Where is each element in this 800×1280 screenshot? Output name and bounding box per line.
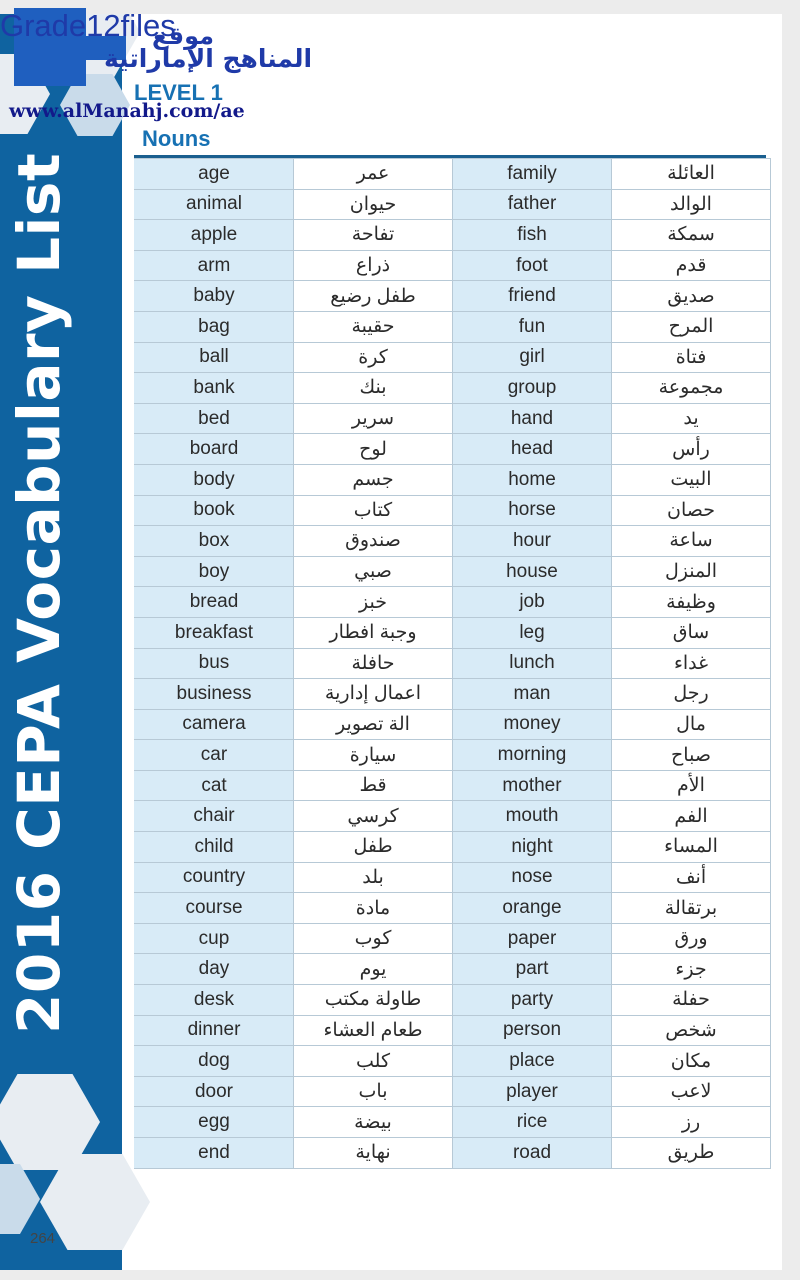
arabic-translation: جسم: [294, 464, 453, 495]
english-word: board: [135, 434, 294, 465]
english-word: money: [453, 709, 612, 740]
arabic-translation: حافلة: [294, 648, 453, 679]
english-word: orange: [453, 893, 612, 924]
table-row: [135, 832, 771, 863]
english-word: nose: [453, 862, 612, 893]
table-row: [135, 1076, 771, 1107]
arabic-translation: صديق: [612, 281, 771, 312]
arabic-translation: ذراع: [294, 250, 453, 281]
arabic-translation: صندوق: [294, 526, 453, 557]
english-word: home: [453, 464, 612, 495]
arabic-translation: ساق: [612, 617, 771, 648]
english-word: house: [453, 556, 612, 587]
arabic-translation: حيوان: [294, 189, 453, 220]
english-word: friend: [453, 281, 612, 312]
arabic-translation: يوم: [294, 954, 453, 985]
arabic-translation: المساء: [612, 832, 771, 863]
arabic-translation: العائلة: [612, 159, 771, 190]
arabic-translation: مكان: [612, 1046, 771, 1077]
english-word: dinner: [135, 1015, 294, 1046]
english-word: lunch: [453, 648, 612, 679]
english-word: chair: [135, 801, 294, 832]
table-row: [135, 893, 771, 924]
watermark: [0, 0, 313, 140]
english-word: night: [453, 832, 612, 863]
watermark-subtitle: المناهج الإماراتية: [104, 44, 313, 73]
english-word: bread: [135, 587, 294, 618]
arabic-translation: وجبة افطار: [294, 617, 453, 648]
english-word: cat: [135, 770, 294, 801]
arabic-translation: الوالد: [612, 189, 771, 220]
table-row: [135, 434, 771, 465]
arabic-translation: قط: [294, 770, 453, 801]
arabic-translation: طعام العشاء: [294, 1015, 453, 1046]
arabic-translation: خبز: [294, 587, 453, 618]
table-row: [135, 220, 771, 251]
english-word: mother: [453, 770, 612, 801]
arabic-translation: ساعة: [612, 526, 771, 557]
english-word: dog: [135, 1046, 294, 1077]
table-row: [135, 954, 771, 985]
english-word: hand: [453, 403, 612, 434]
table-row: [135, 189, 771, 220]
english-word: rice: [453, 1107, 612, 1138]
english-word: person: [453, 1015, 612, 1046]
arabic-translation: بنك: [294, 373, 453, 404]
section-heading: Nouns: [142, 126, 211, 151]
watermark-url: www.alManahj.com/ae: [9, 100, 245, 122]
table-row: [135, 923, 771, 954]
table-row: [135, 648, 771, 679]
table-row: [135, 740, 771, 771]
arabic-translation: صباح: [612, 740, 771, 771]
english-word: part: [453, 954, 612, 985]
arabic-translation: غداء: [612, 648, 771, 679]
english-word: group: [453, 373, 612, 404]
table-row: [135, 617, 771, 648]
english-word: family: [453, 159, 612, 190]
document-page: [0, 14, 782, 1270]
english-word: boy: [135, 556, 294, 587]
table-row: [135, 770, 771, 801]
english-word: body: [135, 464, 294, 495]
watermark-word: موقع: [152, 22, 215, 50]
english-word: business: [135, 679, 294, 710]
table-row: [135, 159, 771, 190]
arabic-translation: جزء: [612, 954, 771, 985]
english-word: egg: [135, 1107, 294, 1138]
arabic-translation: الأم: [612, 770, 771, 801]
table-row: [135, 464, 771, 495]
english-word: desk: [135, 985, 294, 1016]
vertical-title: 2016 CEPA Vocabulary List: [5, 152, 73, 1034]
arabic-translation: كلب: [294, 1046, 453, 1077]
table-row: [135, 556, 771, 587]
arabic-translation: طفل: [294, 832, 453, 863]
arabic-translation: فتاة: [612, 342, 771, 373]
english-word: end: [135, 1138, 294, 1169]
english-word: bed: [135, 403, 294, 434]
table-row: [135, 526, 771, 557]
english-word: foot: [453, 250, 612, 281]
arabic-translation: قدم: [612, 250, 771, 281]
arabic-translation: كوب: [294, 923, 453, 954]
english-word: animal: [135, 189, 294, 220]
arabic-translation: المرح: [612, 311, 771, 342]
arabic-translation: طاولة مكتب: [294, 985, 453, 1016]
arabic-translation: مادة: [294, 893, 453, 924]
english-word: road: [453, 1138, 612, 1169]
table-row: [135, 985, 771, 1016]
arabic-translation: البيت: [612, 464, 771, 495]
english-word: apple: [135, 220, 294, 251]
watermark-site-name: Grade12files: [0, 8, 176, 43]
english-word: leg: [453, 617, 612, 648]
table-row: [135, 587, 771, 618]
table-row: [135, 1015, 771, 1046]
table-row: [135, 1046, 771, 1077]
arabic-translation: الفم: [612, 801, 771, 832]
english-word: girl: [453, 342, 612, 373]
arabic-translation: مجموعة: [612, 373, 771, 404]
table-row: [135, 709, 771, 740]
english-word: age: [135, 159, 294, 190]
arabic-translation: تفاحة: [294, 220, 453, 251]
arabic-translation: المنزل: [612, 556, 771, 587]
english-word: course: [135, 893, 294, 924]
arabic-translation: رز: [612, 1107, 771, 1138]
english-word: job: [453, 587, 612, 618]
arabic-translation: لوح: [294, 434, 453, 465]
english-word: fish: [453, 220, 612, 251]
english-word: book: [135, 495, 294, 526]
arabic-translation: رأس: [612, 434, 771, 465]
english-word: country: [135, 862, 294, 893]
arabic-translation: سيارة: [294, 740, 453, 771]
english-word: horse: [453, 495, 612, 526]
english-word: arm: [135, 250, 294, 281]
english-word: head: [453, 434, 612, 465]
english-word: day: [135, 954, 294, 985]
level-heading: LEVEL 1: [134, 80, 223, 105]
arabic-translation: كتاب: [294, 495, 453, 526]
english-word: morning: [453, 740, 612, 771]
arabic-translation: سمكة: [612, 220, 771, 251]
english-word: box: [135, 526, 294, 557]
table-row: [135, 281, 771, 312]
arabic-translation: حصان: [612, 495, 771, 526]
arabic-translation: بيضة: [294, 1107, 453, 1138]
table-row: [135, 1107, 771, 1138]
arabic-translation: بلد: [294, 862, 453, 893]
arabic-translation: طريق: [612, 1138, 771, 1169]
english-word: cup: [135, 923, 294, 954]
arabic-translation: وظيفة: [612, 587, 771, 618]
english-word: man: [453, 679, 612, 710]
arabic-translation: مال: [612, 709, 771, 740]
arabic-translation: يد: [612, 403, 771, 434]
english-word: bus: [135, 648, 294, 679]
table-row: [135, 1138, 771, 1169]
arabic-translation: نهاية: [294, 1138, 453, 1169]
english-word: party: [453, 985, 612, 1016]
english-word: father: [453, 189, 612, 220]
english-word: ball: [135, 342, 294, 373]
arabic-translation: شخص: [612, 1015, 771, 1046]
arabic-translation: حفلة: [612, 985, 771, 1016]
english-word: hour: [453, 526, 612, 557]
english-word: baby: [135, 281, 294, 312]
english-word: camera: [135, 709, 294, 740]
arabic-translation: سرير: [294, 403, 453, 434]
arabic-translation: باب: [294, 1076, 453, 1107]
table-row: [135, 801, 771, 832]
table-row: [135, 495, 771, 526]
page-number: 264: [30, 1230, 56, 1247]
arabic-translation: برتقالة: [612, 893, 771, 924]
table-row: [135, 403, 771, 434]
table-row: [135, 250, 771, 281]
table-row: [135, 373, 771, 404]
vocabulary-table: [134, 158, 771, 1169]
table-row: [135, 311, 771, 342]
table-row: [135, 342, 771, 373]
arabic-translation: كرسي: [294, 801, 453, 832]
english-word: bank: [135, 373, 294, 404]
arabic-translation: أنف: [612, 862, 771, 893]
arabic-translation: رجل: [612, 679, 771, 710]
english-word: mouth: [453, 801, 612, 832]
arabic-translation: عمر: [294, 159, 453, 190]
english-word: place: [453, 1046, 612, 1077]
arabic-translation: صبي: [294, 556, 453, 587]
arabic-translation: كرة: [294, 342, 453, 373]
table-row: [135, 679, 771, 710]
english-word: player: [453, 1076, 612, 1107]
english-word: door: [135, 1076, 294, 1107]
english-word: child: [135, 832, 294, 863]
arabic-translation: ورق: [612, 923, 771, 954]
arabic-translation: لاعب: [612, 1076, 771, 1107]
english-word: paper: [453, 923, 612, 954]
arabic-translation: طفل رضيع: [294, 281, 453, 312]
arabic-translation: حقيبة: [294, 311, 453, 342]
english-word: bag: [135, 311, 294, 342]
arabic-translation: الة تصوير: [294, 709, 453, 740]
arabic-translation: اعمال إدارية: [294, 679, 453, 710]
english-word: breakfast: [135, 617, 294, 648]
english-word: fun: [453, 311, 612, 342]
english-word: car: [135, 740, 294, 771]
table-row: [135, 862, 771, 893]
